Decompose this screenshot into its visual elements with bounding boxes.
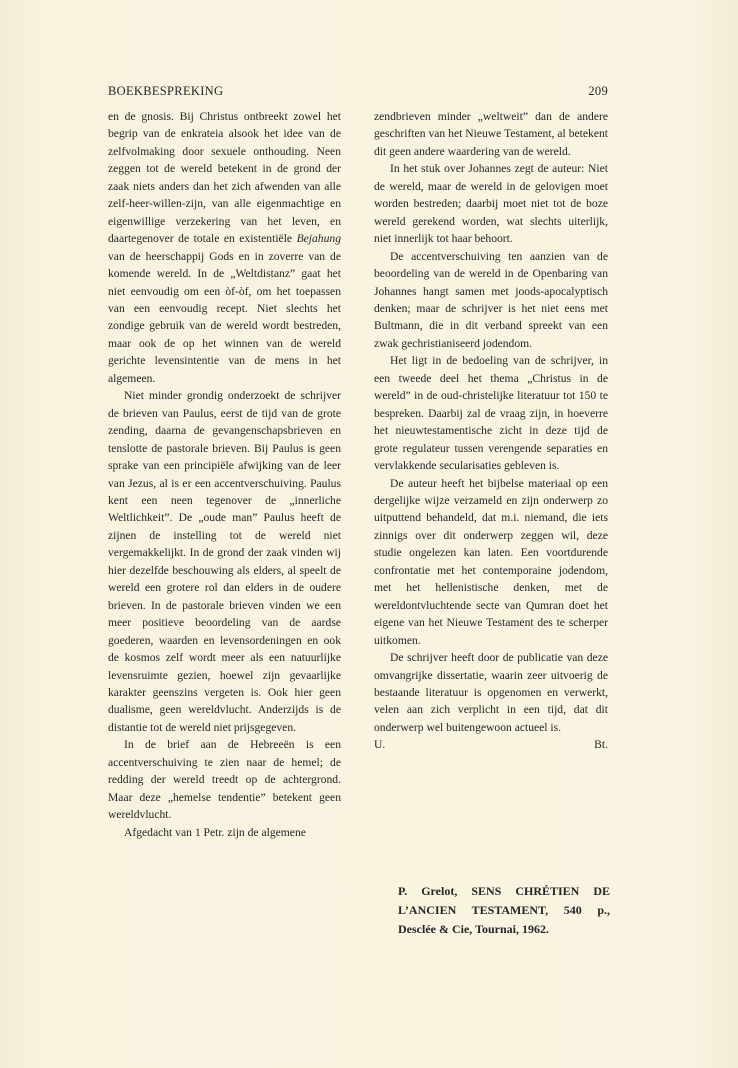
signature-initial: U. [374, 738, 386, 752]
paragraph: Afgedacht van 1 Petr. zijn de algemene [124, 825, 306, 839]
page-number: 209 [588, 84, 608, 98]
left-column [108, 108, 341, 841]
paragraph: Niet minder grondig onderzoekt de schrijver de brieven van Paulus, eerst de tijd van de grote zending, daarna de gevangenschapsbrieven en tenslotte de pastorale brieven. Bij Paulus is geen sprake van een principiële afwijking van de leer van Jezus, al is er een accentverschuiving. Paulus kent een neen tegenover de „innerliche Weltlichkeit”. De „oude man” Paulus heeft de zijnen de instelling tot de wereld niet vergemakkelijkt. In de grond der zaak vinden wij hier dezelfde beschouwing als elders, al speelt de wereld een grotere rol dan elders in de oudere brieven. In de pastorale brieven vinden we een meer positieve beoordeling van de aardse goederen, waarden en levensordeningen en ook de kosmos zelf wordt meer als een natuurlijke levensruimte gezien, hoewel zijn gevaarlijke karakter geenszins vergeten is. Ook hier geen dualisme, geen wereldvlucht. Anderzijds is de distantie tot de wereld niet prijsgegeven. [108, 389, 341, 734]
paragraph: De accentverschuiving ten aanzien van de beoordeling van de wereld in de Openbaring van Johannes hangt samen met joods-apocalyptisch denken; maar de schrijver is het niet eens met Bultmann, die in dit verband spreekt van een zwak gechristianiseerd jodendom. [374, 249, 608, 350]
review-signature [374, 736, 608, 753]
paragraph: Het ligt in de bedoeling van de schrijver, in een tweede deel het thema „Christus in de wereld” in de oud-christelijke literatuur tot 150 te bespreken. Daarbij zal de vraag zijn, in hoeverre het nieuwtestamentische zicht in deze tijd de grote regulateur tussen verengende separaties en vervlakkende secularisaties gebleven is. [374, 354, 608, 473]
text-run: en de gnosis. Bij Christus ontbreekt zowel het begrip van de enkrateia alsook het idee van de zelfvolmaking door sexuele onthouding. Neen zeggen tot de wereld betekent in de grond der zaak niets anders dan het zich afwenden van alle zelf-heer-willen-zijn, van alle eigenmachtige en eigenwillige verzekering van het leven, en daartegenover de totale en existentiële [108, 110, 341, 246]
paragraph [108, 108, 341, 387]
text-run: van de heerschappij Gods en in zoverre van de komende wereld. In de „Weltdistanz” gaat het niet eenvoudig om een ὸf-ὸf, om het toepassen van een eenvoudig recept. Niet slechts het zondige gebruik van de wereld wordt bestreden, maar ook de op het winnen van de wereld gerichte levensintentie van de mens in het algemeen. [108, 249, 341, 385]
italic-term: Bejahung [296, 232, 341, 246]
paragraph: De schrijver heeft door de publicatie van deze omvangrijke dissertatie, waarin zeer uitvoerig de bestaande literatuur is opgenomen en verwerkt, velen aan zich verplicht in een tijd, dat dit onderwerp wel buitengewoon actueel is. [374, 651, 608, 734]
book-reference: P. Grelot, SENS CHRÉTIEN DE L’ANCIEN TESTAMENT, 540 p., Desclée & Cie, Tournai, 1962. [398, 884, 610, 936]
right-column [374, 108, 608, 754]
running-title: BOEKBESPREKING [108, 84, 224, 98]
paragraph: De auteur heeft het bijbelse materiaal op een dergelijke wijze verzameld en zijn onderwerp zo uitputtend behandeld, dat m.i. niemand, die iets zinnigs over dit onderwerp zeggen wil, deze studie ongelezen kan laten. Een voortdurende confrontatie met het contemporaine jodendom, met het hellenistische denken, met de wereldontvluchtende secte van Qumran doet het eigene van het Nieuwe Testament des te scherper uitkomen. [374, 476, 608, 647]
paragraph: In de brief aan de Hebreeën is een accentverschuiving te zien naar de hemel; de redding der wereld treedt op de achtergrond. Maar deze „hemelse tendentie” betekent geen wereldvlucht. [108, 738, 341, 822]
paragraph: zendbrieven minder „weltweit” dan de andere geschriften van het Nieuwe Testament, al betekent dit geen andere waardering van de wereld. [374, 110, 608, 158]
signature-author: Bt. [594, 738, 608, 752]
paragraph: In het stuk over Johannes zegt de auteur: Niet de wereld, maar de wereld in de gelovigen moet worden bestreden; daarbij moet niet tot de boze wereld gerekend worden, wat slechts uiterlijk, niet innerlijk tot haar behoort. [374, 162, 608, 246]
